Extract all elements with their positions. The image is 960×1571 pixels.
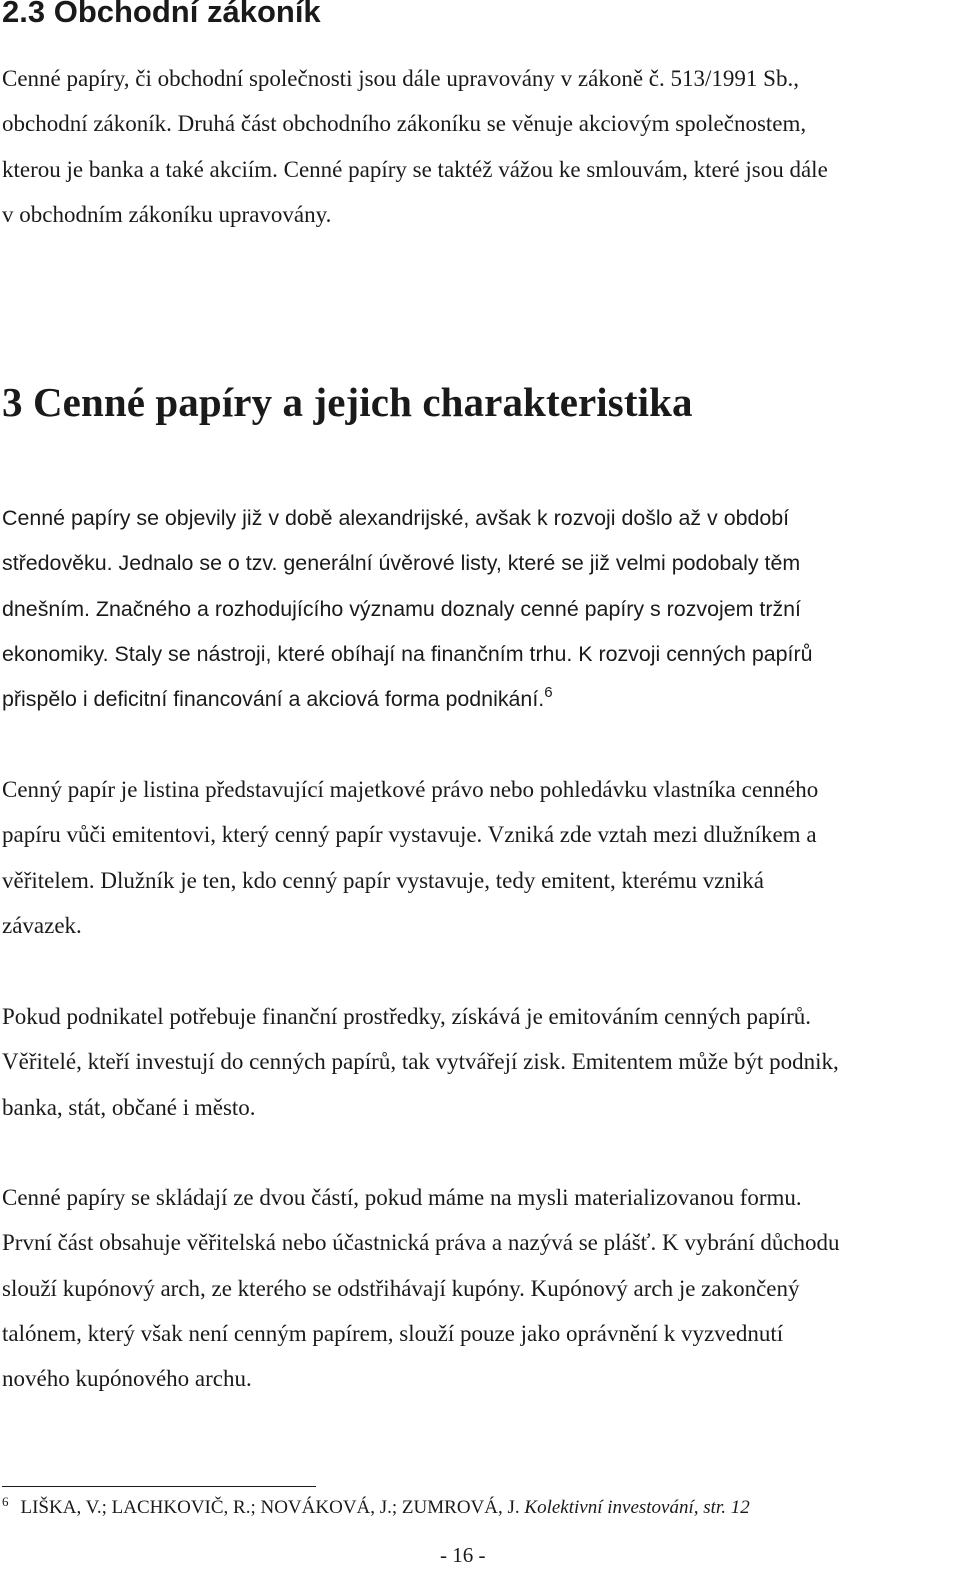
paragraph-line: slouží kupónový arch, ze kterého se odstřihávají kupóny. Kupónový arch je zakončený bbox=[2, 1275, 800, 1301]
paragraph-line: kterou je banka a také akciím. Cenné papíry se taktéž vážou ke smlouvám, které jsou dále bbox=[2, 156, 828, 182]
section-paragraph-2 bbox=[2, 767, 818, 948]
paragraph-line: ekonomiky. Staly se nástroji, které obíhají na finančním trhu. K rozvoji cenných papírů bbox=[2, 641, 813, 666]
paragraph-line-text: přispělo i deficitní financování a akciová forma podnikání. bbox=[2, 687, 545, 712]
paragraph-line: talónem, který však není cenným papírem, slouží pouze jako oprávnění k vyzvednutí bbox=[2, 1320, 784, 1346]
paragraph-line: papíru vůči emitentovi, který cenný papír vystavuje. Vzniká zde vztah mezi dlužníkem a bbox=[2, 822, 817, 848]
paragraph-line: banka, stát, občané i město. bbox=[2, 1094, 256, 1120]
paragraph-line: Cenné papíry, či obchodní společnosti jsou dále upravovány v zákoně č. 513/1991 Sb., bbox=[2, 66, 799, 91]
footnote-source: Kolektivní investování, str. 12 bbox=[524, 1497, 750, 1518]
footnote-reference[interactable]: 6 bbox=[544, 684, 553, 702]
footnote-number: 6 bbox=[2, 1494, 9, 1509]
section-paragraph-4 bbox=[2, 1175, 840, 1401]
footnote bbox=[2, 1494, 750, 1522]
footnote-authors: LIŠKA, V.; LACHKOVIČ, R.; NOVÁKOVÁ, J.; ZUMROVÁ, J. bbox=[20, 1497, 520, 1518]
paragraph-line bbox=[2, 677, 812, 722]
paragraph-line: Cenné papíry se objevily již v době alexandrijské, avšak k rozvoji došlo až v období bbox=[2, 506, 790, 530]
subsection-heading: 2.3 Obchodní zákoník bbox=[2, 0, 321, 29]
paragraph-line: Cenné papíry se skládají ze dvou částí, pokud máme na mysli materializovanou formu. bbox=[2, 1185, 802, 1210]
paragraph-line: Cenný papír je listina představující majetkové právo nebo pohledávku vlastníka cenného bbox=[2, 777, 819, 802]
paragraph-line: obchodní zákoník. Druhá část obchodního zákoníku se věnuje akciovým společnostem, bbox=[2, 111, 807, 137]
paragraph-line: Věřitelé, kteří investují do cenných papírů, tak vytvářejí zisk. Emitentem může být podnik, bbox=[2, 1049, 839, 1075]
page-number: - 16 - bbox=[440, 1543, 486, 1567]
paragraph-line: Pokud podnikatel potřebuje finanční prostředky, získává je emitováním cenných papírů. bbox=[2, 1004, 812, 1029]
paragraph-line: První část obsahuje věřitelská nebo účastnická práva a nazývá se plášť. K vybrání důchodu bbox=[2, 1230, 840, 1256]
paragraph-line: věřitelem. Dlužník je ten, kdo cenný papír vystavuje, tedy emitent, kterému vzniká bbox=[2, 867, 764, 893]
section-paragraph-1 bbox=[2, 496, 812, 722]
paragraph-line: středověku. Jednalo se o tzv. generální úvěrové listy, které se již velmi podobaly těm bbox=[2, 551, 801, 576]
paragraph-line: dnešním. Značného a rozhodujícího významu doznaly cenné papíry s rozvojem tržní bbox=[2, 596, 802, 621]
paragraph-line: závazek. bbox=[2, 912, 82, 938]
paragraph-line: v obchodním zákoníku upravovány. bbox=[2, 201, 332, 227]
subsection-paragraph bbox=[2, 56, 828, 237]
section-paragraph-3 bbox=[2, 994, 839, 1130]
section-heading: 3 Cenné papíry a jejich charakteristika bbox=[2, 379, 693, 425]
footnote-divider bbox=[2, 1486, 316, 1487]
paragraph-line: nového kupónového archu. bbox=[2, 1366, 252, 1392]
